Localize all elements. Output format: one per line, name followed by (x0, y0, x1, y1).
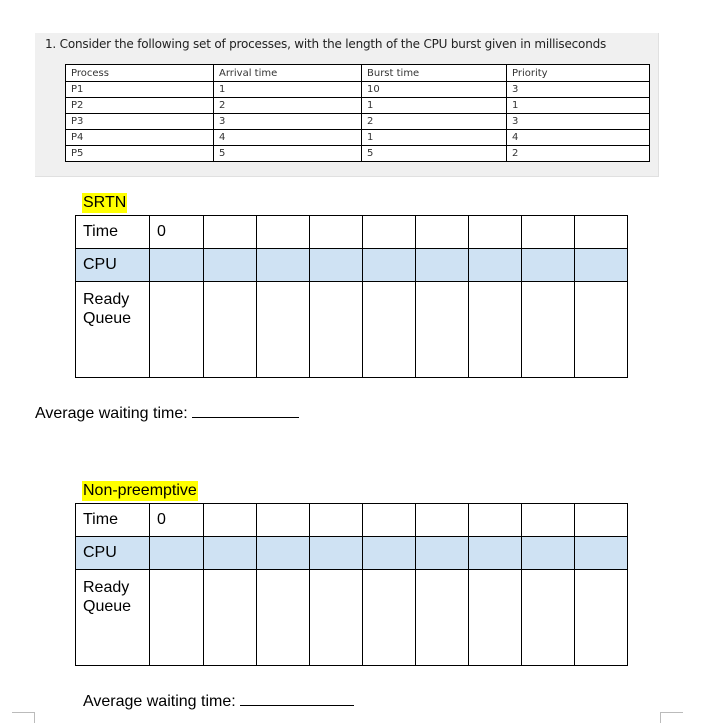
table-row (66, 82, 650, 98)
header-process: Process (66, 65, 214, 82)
cpu-cell[interactable] (469, 249, 522, 282)
question-panel (35, 33, 659, 177)
nonpreemptive-avg-label: Average waiting time: (83, 693, 236, 710)
nonpreemptive-title: Non-preemptive (83, 482, 197, 499)
page-corner-mark-left (12, 712, 35, 723)
cell-process: P3 (66, 114, 214, 130)
nonpreemptive-cpu-row (76, 537, 628, 570)
time-cell[interactable] (469, 216, 522, 249)
header-burst-time: Burst time (362, 65, 507, 82)
nonpreemptive-gantt-table (75, 503, 628, 666)
cell-priority: 4 (507, 130, 650, 146)
table-row (66, 98, 650, 114)
ready-queue-label (76, 282, 150, 378)
ready-cell[interactable] (257, 282, 310, 378)
cell-burst: 2 (362, 114, 507, 130)
cpu-cell[interactable] (204, 537, 257, 570)
srtn-schedule (75, 215, 628, 378)
process-table-header (66, 65, 650, 82)
cpu-cell[interactable] (575, 249, 628, 282)
cell-arrival: 5 (214, 146, 362, 162)
srtn-cpu-row (76, 249, 628, 282)
cell-process: P1 (66, 82, 214, 98)
srtn-ready-row (76, 282, 628, 378)
ready-label-line2: Queue (83, 310, 132, 327)
time-cell-0[interactable]: 0 (150, 216, 204, 249)
cpu-cell[interactable] (522, 249, 575, 282)
cpu-cell[interactable] (204, 249, 257, 282)
process-table (65, 64, 650, 162)
ready-cell[interactable] (310, 282, 363, 378)
cpu-label: CPU (76, 249, 150, 282)
cell-burst: 1 (362, 98, 507, 114)
srtn-time-row (76, 216, 628, 249)
ready-cell[interactable] (150, 282, 204, 378)
time-cell[interactable] (416, 216, 469, 249)
cell-burst: 10 (362, 82, 507, 98)
ready-cell[interactable] (363, 282, 416, 378)
cell-priority: 3 (507, 82, 650, 98)
nonpreemptive-ready-row (76, 570, 628, 666)
ready-cell[interactable] (257, 570, 310, 666)
cpu-cell[interactable] (416, 249, 469, 282)
time-cell[interactable] (575, 504, 628, 537)
time-label: Time (76, 504, 150, 537)
nonpreemptive-average-waiting-time (83, 693, 354, 711)
cell-priority: 1 (507, 98, 650, 114)
cpu-label: CPU (76, 537, 150, 570)
cell-arrival: 4 (214, 130, 362, 146)
time-cell[interactable] (204, 504, 257, 537)
nonpreemptive-time-row (76, 504, 628, 537)
time-cell[interactable] (416, 504, 469, 537)
time-cell[interactable] (522, 504, 575, 537)
ready-cell[interactable] (204, 282, 257, 378)
ready-cell[interactable] (469, 570, 522, 666)
cell-priority: 2 (507, 146, 650, 162)
time-cell[interactable] (575, 216, 628, 249)
nonpreemptive-schedule (75, 503, 628, 666)
ready-cell[interactable] (310, 570, 363, 666)
ready-cell[interactable] (575, 570, 628, 666)
ready-cell[interactable] (469, 282, 522, 378)
ready-cell[interactable] (416, 570, 469, 666)
cell-burst: 5 (362, 146, 507, 162)
cell-process: P2 (66, 98, 214, 114)
question-text: 1. Consider the following set of processes, with the length of the CPU burst given in milliseconds (45, 37, 607, 51)
srtn-gantt-table (75, 215, 628, 378)
time-cell-0[interactable]: 0 (150, 504, 204, 537)
cell-burst: 1 (362, 130, 507, 146)
time-cell[interactable] (522, 216, 575, 249)
ready-cell[interactable] (363, 570, 416, 666)
time-cell[interactable] (257, 216, 310, 249)
time-cell[interactable] (469, 504, 522, 537)
time-cell[interactable] (363, 216, 416, 249)
ready-cell[interactable] (522, 570, 575, 666)
ready-cell[interactable] (150, 570, 204, 666)
cpu-cell[interactable] (150, 249, 204, 282)
cell-process: P5 (66, 146, 214, 162)
time-cell[interactable] (363, 504, 416, 537)
header-arrival-time: Arrival time (214, 65, 362, 82)
time-cell[interactable] (310, 504, 363, 537)
cpu-cell[interactable] (575, 537, 628, 570)
srtn-average-waiting-time (35, 405, 299, 423)
table-row (66, 146, 650, 162)
cpu-cell[interactable] (257, 537, 310, 570)
cpu-cell[interactable] (469, 537, 522, 570)
ready-label-line1: Ready (83, 579, 130, 596)
cpu-cell[interactable] (310, 249, 363, 282)
ready-cell[interactable] (416, 282, 469, 378)
cell-arrival: 3 (214, 114, 362, 130)
ready-queue-label (76, 570, 150, 666)
time-cell[interactable] (257, 504, 310, 537)
cpu-cell[interactable] (363, 537, 416, 570)
cpu-cell[interactable] (522, 537, 575, 570)
table-row (66, 130, 650, 146)
table-row (66, 114, 650, 130)
srtn-title: SRTN (83, 194, 127, 211)
ready-cell[interactable] (575, 282, 628, 378)
cpu-cell[interactable] (363, 249, 416, 282)
cell-priority: 3 (507, 114, 650, 130)
cpu-cell[interactable] (416, 537, 469, 570)
ready-label-line2: Queue (83, 598, 132, 615)
time-label: Time (76, 216, 150, 249)
cell-arrival: 2 (214, 98, 362, 114)
time-cell[interactable] (204, 216, 257, 249)
page-corner-mark-right (660, 712, 683, 723)
cell-arrival: 1 (214, 82, 362, 98)
ready-cell[interactable] (522, 282, 575, 378)
cell-process: P4 (66, 130, 214, 146)
ready-label-line1: Ready (83, 291, 130, 308)
cpu-cell[interactable] (150, 537, 204, 570)
srtn-avg-label: Average waiting time: (35, 405, 188, 422)
header-priority: Priority (507, 65, 650, 82)
nonpreemptive-avg-blank[interactable] (240, 704, 354, 706)
ready-cell[interactable] (204, 570, 257, 666)
cpu-cell[interactable] (257, 249, 310, 282)
cpu-cell[interactable] (310, 537, 363, 570)
time-cell[interactable] (310, 216, 363, 249)
srtn-avg-blank[interactable] (192, 416, 299, 418)
